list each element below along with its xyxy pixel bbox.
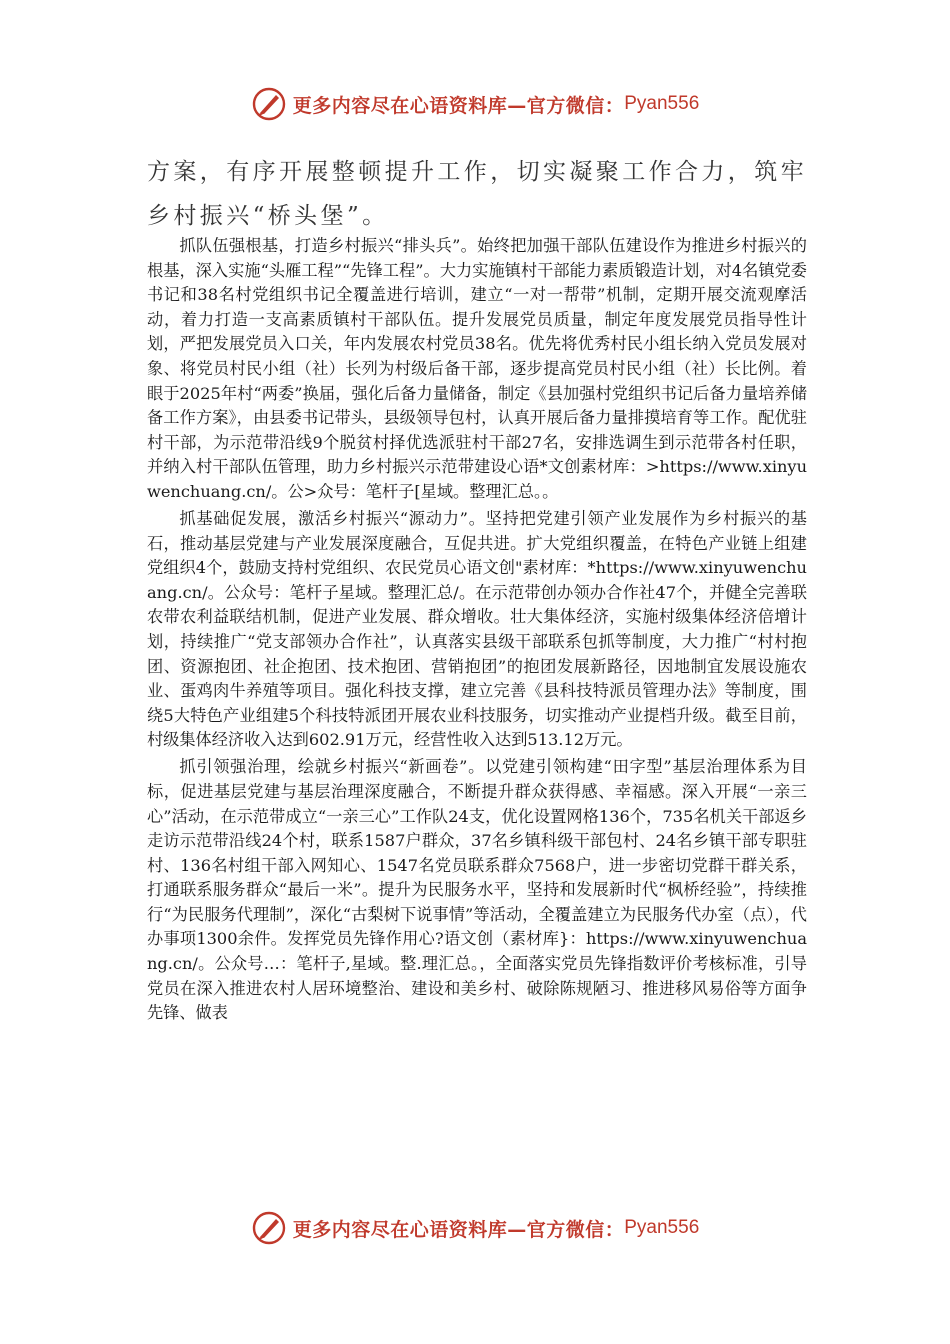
continued-heading bbox=[147, 150, 817, 238]
banner-text: 更多内容尽在心语资料库—官方微信： bbox=[292, 94, 625, 117]
paragraph-governance: 抓引领强治理，绘就乡村振兴“新画卷”。以党建引领构建“田字型”基层治理体系为目标，促进基层党建与基层治理深度融合，不断提升群众获得感、幸福感。深入开展“一亲三心”活动，在示范带成立“一亲三心”工作队24支，优化设置网格136个，735名机关干部返乡走访示范带沿线24个村，联系1587户群众，37名乡镇科级干部包村、24名乡镇干部专职驻村、136名村组干部入网知心、1547名党员联系群众7568户，进一步密切党群干群关系，打通联系服务群众“最后一米”。提升为民服务水平，坚持和发展新时代“枫桥经验”，持续推行“为民服务代理制”，深化“古梨树下说事情”等活动，全覆盖建立为民服务代办室（点），代办事项1300余件。发挥党员先锋作用心?语文创（素材库}：https://www.xinyuwenchuang.cn/。公众号…：笔杆子,星域。整.理汇总。，全面落实党员先锋指数评价考核标准，引导党员在深入推进农村人居环境整治、建设和美乡村、破除陈规陋习、推进移风易俗等方面争先锋、做表 bbox=[147, 757, 807, 1023]
heading-line-1: 方案，有序开展整顿提升工作，切实凝聚工作合力，筑牢 bbox=[147, 159, 807, 185]
footer-watermark-banner bbox=[0, 1208, 950, 1248]
heading-line-2: 乡村振兴“桥头堡”。 bbox=[147, 203, 389, 229]
paragraph-industry-development: 抓基础促发展，激活乡村振兴“源动力”。坚持把党建引领产业发展作为乡村振兴的基石，推动基层党建与产业发展深度融合，互促共进。扩大党组织覆盖，在特色产业链上组建党组织4个，鼓励支持村党组织、农民党员心语文创"素材库：*https://www.xinyuwenchuang.cn/。公众号：笔杆子星域。整理汇总/。在示范带创办领办合作社47个，并健全完善联农带农利益联结机制，促进产业发展、群众增收。壮大集体经济，实施村级集体经济倍增计划，持续推广“党支部领办合作社”，认真落实县级干部联系包抓等制度，大力推广“村村抱团、资源抱团、社企抱团、技术抱团、营销抱团”的抱团发展新路径，因地制宜发展设施农业、蛋鸡肉牛养殖等项目。强化科技支撑，建立完善《县科技特派员管理办法》等制度，围绕5大特色产业组建5个科技特派团开展农业科技服务，切实推动产业提档升级。截至目前，村级集体经济收入达到602.91万元，经营性收入达到513.12万元。 bbox=[147, 508, 807, 750]
quill-logo-icon bbox=[251, 86, 287, 122]
header-watermark-banner bbox=[0, 84, 950, 124]
document-body bbox=[147, 234, 807, 1028]
banner-text: 更多内容尽在心语资料库—官方微信： bbox=[292, 1218, 625, 1241]
quill-logo-icon bbox=[251, 1210, 287, 1246]
banner-wechat-handle: Pyan556 bbox=[624, 1217, 700, 1238]
paragraph-team-building: 抓队伍强根基，打造乡村振兴“排头兵”。始终把加强干部队伍建设作为推进乡村振兴的根基，深入实施“头雁工程”“先锋工程”。大力实施镇村干部能力素质锻造计划，对4名镇党委书记和38名村党组织书记全覆盖进行培训，建立“一对一帮带”机制，定期开展交流观摩活动，着力打造一支高素质镇村干部队伍。提升发展党员质量，制定年度发展党员指导性计划，严把发展党员入口关，年内发展农村党员38名。优先将优秀村民小组长纳入党员发展对象、将党员村民小组（社）长列为村级后备干部，逐步提高党员村民小组（社）长比例。着眼于2025年村“两委”换届，强化后备力量储备，制定《县加强村党组织书记后备力量培养储备工作方案》，由县委书记带头，县级领导包村，认真开展后备力量排摸培育等工作。配优驻村干部，为示范带沿线9个脱贫村择优选派驻村干部27名，安排选调生到示范带各村任职，并纳入村干部队伍管理，助力乡村振兴示范带建设心语*文创素材库：>https://www.xinyuwenchuang.cn/。公>众号：笔杆子[星域。整理汇总。。 bbox=[147, 236, 807, 501]
banner-wechat-handle: Pyan556 bbox=[624, 93, 700, 114]
